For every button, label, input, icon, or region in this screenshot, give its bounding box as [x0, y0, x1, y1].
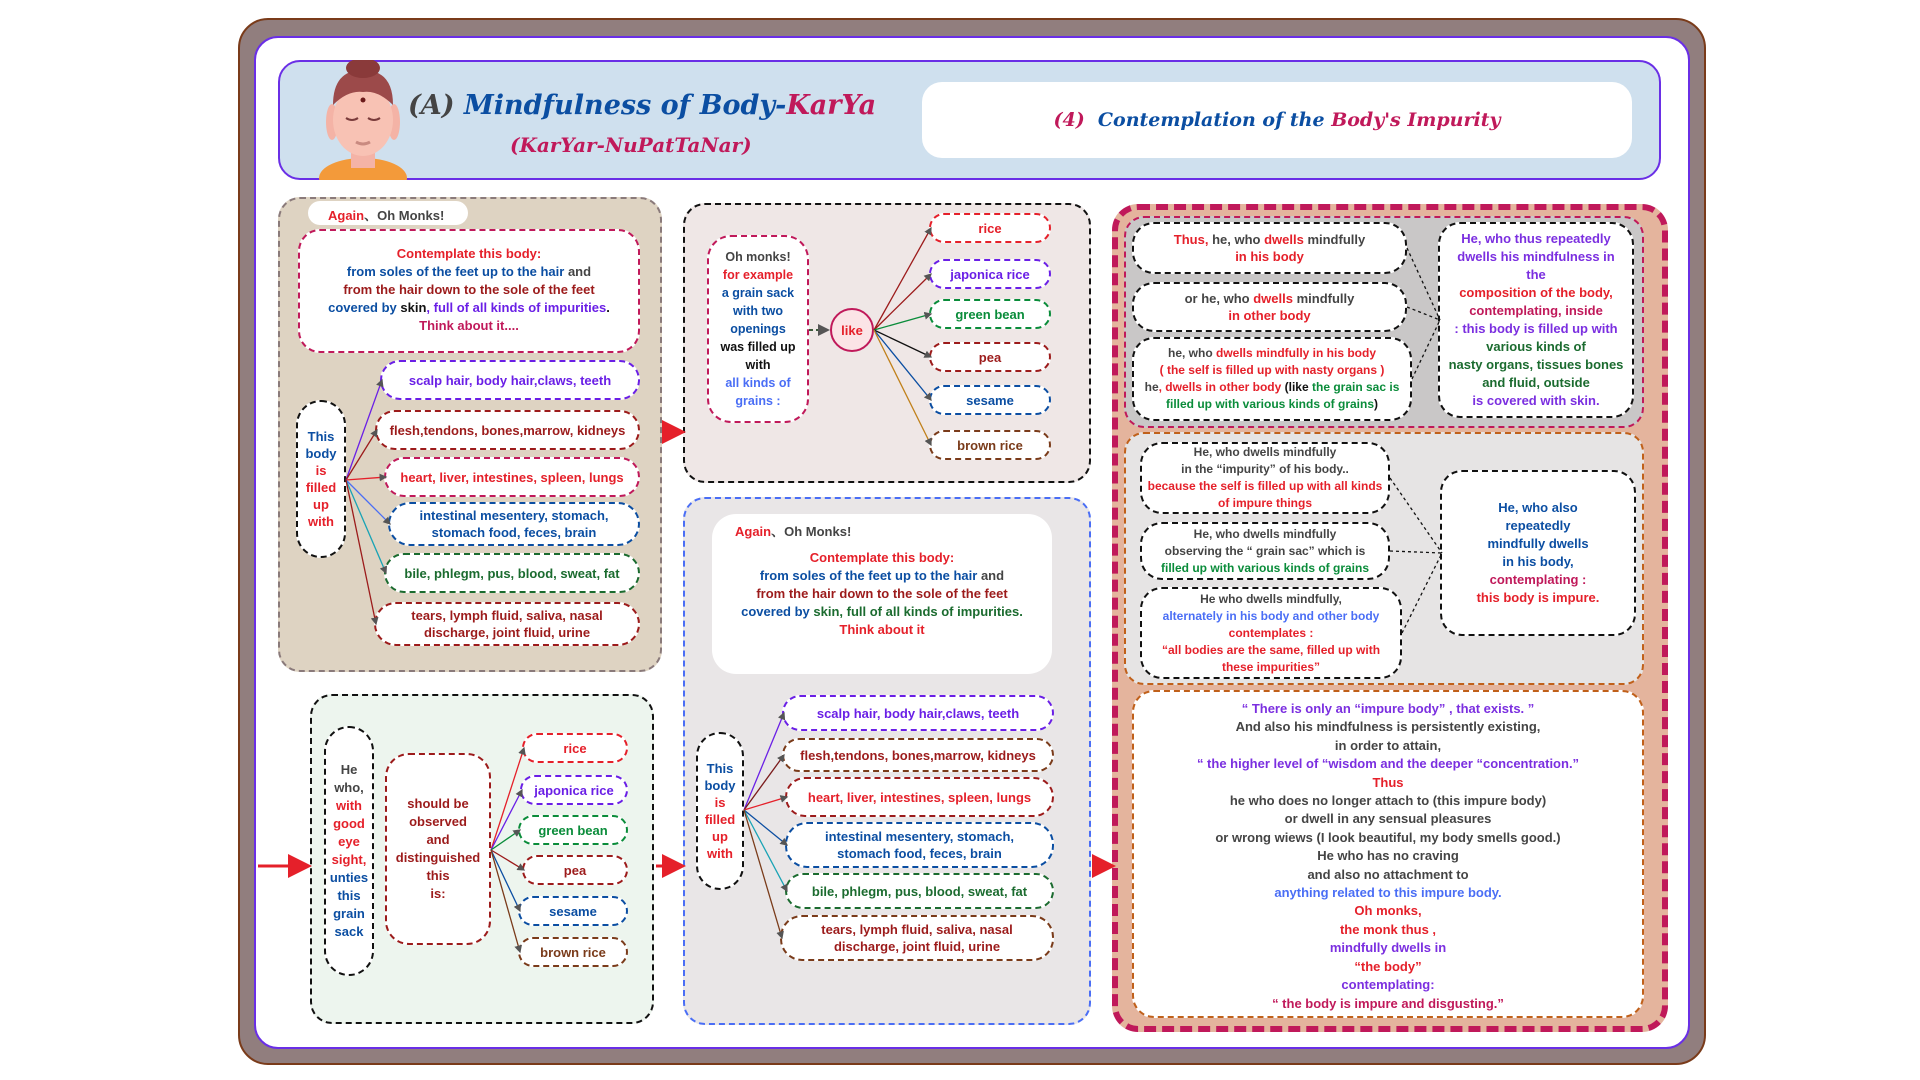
- list-item: tears, lymph fluid, saliva, nasal discharge, joint fluid, urine: [374, 602, 640, 646]
- b-item-2: He, who dwells mindfully observing the “ grain sac” which is filled up with various kinds of grains: [1140, 522, 1390, 580]
- grain-item: rice: [929, 213, 1051, 243]
- list-item: bile, phlegm, pus, blood, sweat, fat: [384, 553, 640, 593]
- grain-item: rice: [522, 733, 628, 763]
- grain-item: japonica rice: [929, 259, 1051, 289]
- list-item: scalp hair, body hair,claws, teeth: [782, 695, 1054, 731]
- a-item-2: or he, who dwells mindfully in other body: [1132, 282, 1407, 332]
- list-item: flesh,tendons, bones,marrow, kidneys: [782, 738, 1054, 772]
- page-title: (A) Mindfulness of Body-KarYa: [408, 90, 877, 121]
- a-item-1: Thus, he, who dwells mindfully in his body: [1132, 222, 1407, 274]
- list-item: tears, lymph fluid, saliva, nasal discharge, joint fluid, urine: [780, 915, 1054, 961]
- observer-label: He who, with good eye sight, unties this grain sack: [324, 726, 374, 976]
- greeting: Again、Oh Monks!: [308, 201, 468, 225]
- observed-label: should be observed and distinguished this is:: [385, 753, 491, 945]
- grain-item: pea: [929, 342, 1051, 372]
- grain-item: green bean: [929, 299, 1051, 329]
- list-item: intestinal mesentery, stomach, stomach food, feces, brain: [785, 822, 1054, 868]
- contemplate-text-2: Contemplate this body: from soles of the feet up to the hair and from the hair down to the sole of the feet covered by skin, full of all kinds of impurities. Think about it: [741, 550, 1023, 637]
- b-summary: He, who also repeatedly mindfully dwells in his body, contemplating : this body is impure.: [1440, 470, 1636, 636]
- grain-item: sesame: [929, 385, 1051, 415]
- page-subtitle: (KarYar-NuPatTaNar): [510, 133, 752, 157]
- list-item: intestinal mesentery, stomach, stomach food, feces, brain: [388, 502, 640, 546]
- list-item: flesh,tendons, bones,marrow, kidneys: [375, 410, 640, 450]
- grain-item: brown rice: [518, 937, 628, 967]
- list-item: heart, liver, intestines, spleen, lungs: [785, 777, 1054, 817]
- list-item: heart, liver, intestines, spleen, lungs: [384, 457, 640, 497]
- a-summary: He, who thus repeatedly dwells his mindfulness in the composition of the body, contemplating, inside : this body is filled up with various kinds of nasty organs, tissues bones and fluid, outside is covered with skin.: [1438, 222, 1634, 418]
- b-item-1: He, who dwells mindfully in the “impurity” of his body.. because the self is filled up with all kinds of impure things: [1140, 442, 1390, 514]
- like-node: like: [830, 308, 874, 352]
- conclusion-text: “ There is only an “impure body” , that exists. ” And also his mindfulness is persistently existing, in order to attain, “ the higher level of “wisdom and the deeper “concentration.” Thus he who does no longer attach to (this impure body) or dwell in any sensual pleasures or wrong wiews (I look beautiful, my body smells good.) He who has no craving and also no attachment to anything related to this impure body. Oh monks, the monk thus , mindfully dwells in “the body” contemplating: “ the body is impure and disgusting.”: [1196, 701, 1580, 1011]
- list-item: scalp hair, body hair,claws, teeth: [380, 360, 640, 400]
- filled-label: This body is filled up with: [296, 400, 346, 558]
- contemplate-text: Contemplate this body: from soles of the feet up to the hair and from the hair down to the sole of the feet covered by skin, full of all kinds of impurities. Think about it....: [328, 246, 610, 333]
- grain-item: green bean: [518, 815, 628, 845]
- filled-label-2: This body is filled up with: [696, 732, 744, 890]
- grain-item: sesame: [518, 896, 628, 926]
- section-title: (4) Contemplation of the Body's Impurity: [922, 82, 1632, 158]
- grain-item: pea: [522, 855, 628, 885]
- list-item: bile, phlegm, pus, blood, sweat, fat: [785, 873, 1054, 909]
- greeting-2: Again、Oh Monks!: [735, 524, 852, 539]
- buddha-illustration-icon: [318, 60, 408, 180]
- grain-item: brown rice: [929, 430, 1051, 460]
- b-item-3: He who dwells mindfully, alternately in his body and other body contemplates : “all bodies are the same, filled up with these impurities”: [1140, 587, 1402, 679]
- a-item-3: he, who dwells mindfully in his body ( the self is filled up with nasty organs ) he, dwells in other body (like the grain sac is filled up with various kinds of grains): [1132, 337, 1412, 421]
- grain-sack-text: Oh monks! for example a grain sack with two openings was filled up with all kinds of grains :: [707, 235, 809, 423]
- grain-item: japonica rice: [520, 775, 628, 805]
